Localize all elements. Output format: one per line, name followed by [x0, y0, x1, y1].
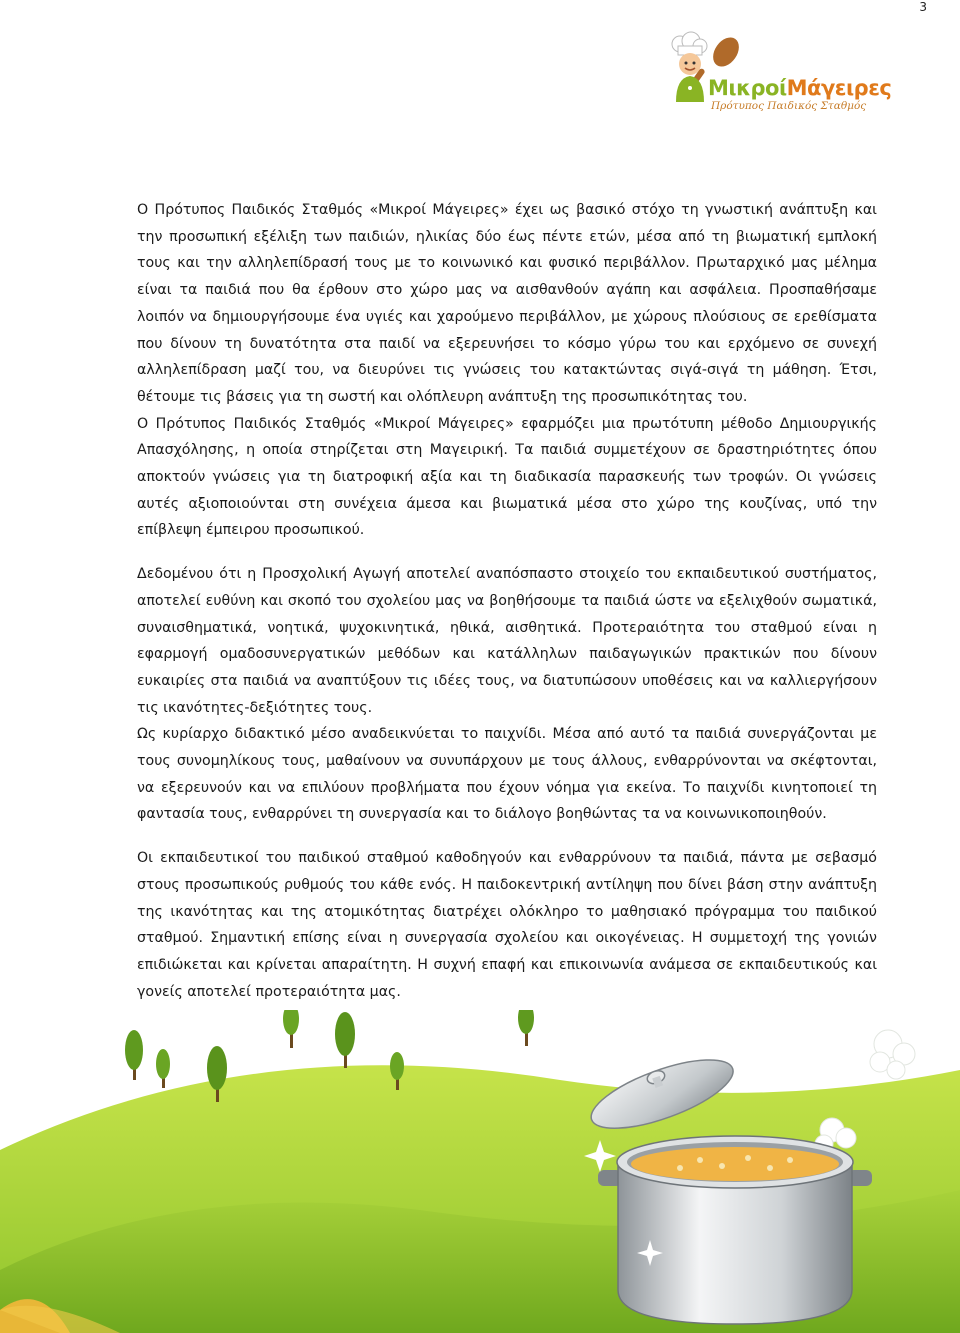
- tree-icon: [156, 1049, 170, 1088]
- tree-icon: [335, 1012, 355, 1068]
- landscape-illustration: [0, 1010, 960, 1333]
- paragraph: Ως κυρίαρχο διδακτικό μέσο αναδεικνύεται το παιχνίδι. Μέσα από αυτό τα παιδιά συνεργάζονται με τους συνομηλίκους τους, μαθαίνουν να συνυπάρχουν με τους άλλους, ενθαρρύνονται να σκέφτονται, να εξερευνούν και να επιλύουν προβλήματα που έχουν νόημα για εκείνα. Το παιχνίδι κινητοποιεί τη φαντασία τους, ενθαρρύνει τη συνεργασία και το διάλογο βοηθώντας τα να κοινωνικοποιηθούν.: [137, 726, 877, 823]
- logo-subtitle: Πρότυπος Παιδικός Σταθμός: [711, 100, 867, 112]
- paragraph: Ο Πρότυπος Παιδικός Σταθμός «Μικροί Μάγειρες» έχει ως βασικό στόχο τη γνωστική ανάπτυξη και την προσωπική εξέλιξη των παιδιών, ηλικίας δύο έως πέντε ετών, μέσα από τη βιωματική εμπλοκή τους και την αλληλεπίδρασή τους με το κοινωνικό και φυσικό περιβάλλον. Πρωταρχικό μας μέλημα είναι τα παιδιά που θα έρθουν στο χώρο μας να αισθανθούν αγάπη και ασφάλεια. Προσπαθήσαμε λοιπόν να δημιουργήσουμε ένα υγιές και χαρούμενο περιβάλλον, με χώρους πλούσιους σε ερεθίσματα που δίνουν τη δυνατότητα στα παιδί να εξερευνήσει το κόσμο γύρω του και ερχόμενο σε συνεχή αλληλεπίδραση μαζί του, να διευρύνει τις γνώσεις του κατακτώντας σιγά-σιγά τη μάθηση. Έτσι, θέτουμε τις βάσεις για τη σωστή και ολόπλευρη ανάπτυξη της προσωπικότητας του.: [137, 202, 877, 405]
- cooking-pot-icon: [583, 1046, 872, 1324]
- paragraph: Ο Πρότυπος Παιδικός Σταθμός «Μικροί Μάγειρες» εφαρμόζει μια πρωτότυπη μέθοδο Δημιουργικής Απασχόλησης, η οποία στηρίζεται στη Μαγειρική. Τα παιδιά συμμετέχουν σε δραστηριότητες όπου αποκτούν γνώσεις για τη διατροφική αξία και τη διαδικασία παρασκευής των τροφών. Οι γνώσεις αυτές αξιοποιούνται στη συνέχεια άμεσα και βιωματικά μέσα στο χώρο της κουζίνας, υπό την επίβλεψη έμπειρου προσωπικού.: [137, 415, 877, 539]
- tree-icon: [518, 1010, 534, 1046]
- page-number: 3: [919, 0, 927, 14]
- logo-title: ΜικροίΜάγειρες: [708, 76, 892, 100]
- body-text: [137, 197, 877, 1005]
- tree-icon: [283, 1010, 299, 1048]
- logo: [664, 30, 892, 122]
- paragraph: Δεδομένου ότι η Προσχολική Αγωγή αποτελεί αναπόσπαστο στοιχείο του εκπαιδευτικού συστήματος, αποτελεί ευθύνη και σκοπό του σχολείου μας να βοηθήσουμε τα παιδιά ώστε να εξελιχθούν σωματικά, συναισθηματικά, νοητικά, ψυχοκινητικά, ηθικά, αισθητικά. Προτεραιότητα του σταθμού είναι η εφαρμογή ομαδοσυνεργατικών μεθόδων και κατάλληλων παιδαγωγικών πρακτικών που δίνουν ευκαιρίες στα παιδιά να αναπτύξουν τις ιδέες τους, να διατυπώσουν υποθέσεις και να καλλιεργήσουν τις ικανότητες-δεξιότητες τους.: [137, 566, 877, 716]
- tree-icon: [125, 1030, 143, 1080]
- paragraph: Οι εκπαιδευτικοί του παιδικού σταθμού καθοδηγούν και ενθαρρύνουν τα παιδιά, πάντα με σεβασμό στους προσωπικούς ρυθμούς του κάθε ενός. Η παιδοκεντρική αντίληψη που δίνει βάση στην ανάπτυξη της ικανότητας και της ατομικότητας διατρέχει ολόκληρο το μαθησιακό πρόγραμμα του παιδικού σταθμού. Σημαντική επίσης είναι η συνεργασία σχολείου και οικογένειας. Η συμμετοχή της γονιών επιδιώκεται και κρίνεται απαραίτητη. Η συχνή επαφή και επικοινωνία ανάμεσα σε εκπαιδευτικούς και γονείς αποτελεί προτεραιότητα μας.: [137, 850, 877, 1000]
